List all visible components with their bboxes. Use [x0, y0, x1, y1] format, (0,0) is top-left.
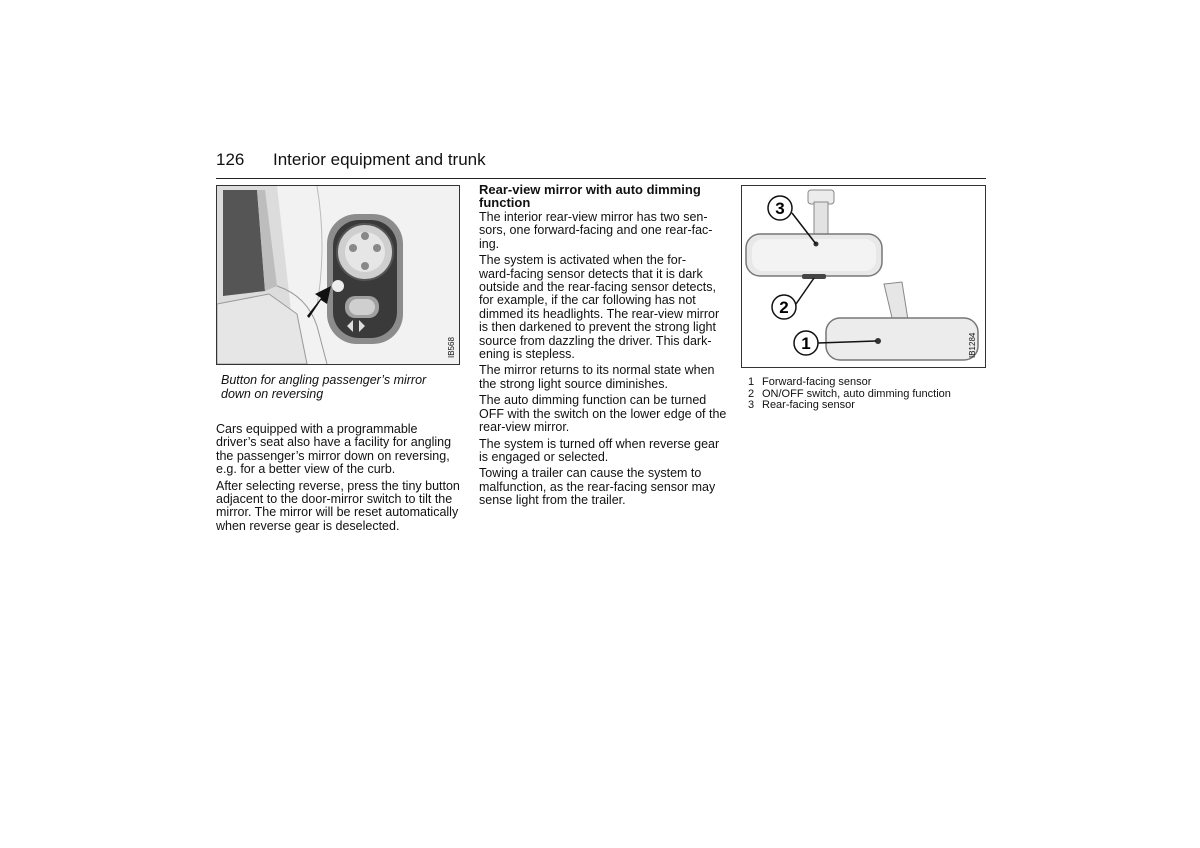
mirror-button-illustration — [217, 186, 459, 364]
left-body-text — [216, 423, 462, 536]
middle-body-text — [479, 211, 727, 511]
figure-code: IB1284 — [968, 332, 977, 358]
figure-mirror-button — [216, 185, 460, 365]
paragraph: The system is turned off when reverse gear is engaged or selected. — [479, 436, 720, 464]
rearview-mirror-illustration — [742, 186, 985, 367]
legend-item: 3 Rear-facing sensor — [748, 399, 855, 411]
paragraph: The system is activated when the for- ward-facing sensor detects that it is dark outside and the rear-facing sensor detects, for example, if the car following has not dimmed its headlights. The rear-view mirror is then darkened to prevent the strong light source from dazzling the driver. This dark- ening is stepless. — [479, 253, 720, 362]
paragraph: After selecting reverse, press the tiny button adjacent to the door-mirror switch to tilt the mirror. The mirror will be reset automatically when reverse gear is deselected. — [216, 478, 460, 533]
page-title: Interior equipment and trunk — [273, 150, 486, 169]
callout-1-label: 1 — [801, 334, 811, 353]
figure-caption: Button for angling passenger’s mirror down on reversing — [221, 373, 427, 401]
figure-code: IB568 — [447, 337, 456, 358]
callout-2-label: 2 — [779, 298, 789, 317]
page-header — [216, 150, 986, 179]
page-number: 126 — [216, 150, 245, 169]
figure-legend — [748, 377, 988, 412]
paragraph: Cars equipped with a programmable driver’s seat also have a facility for angling the passenger’s mirror down on reversing, e.g. for a better view of the curb. — [216, 422, 452, 477]
paragraph: The mirror returns to its normal state when the strong light source diminishes. — [479, 363, 715, 391]
paragraph: The interior rear-view mirror has two sen- sors, one forward-facing and one rear-fac- ing. — [479, 210, 713, 251]
callout-3-label: 3 — [775, 199, 785, 218]
figure-rearview-mirror — [741, 185, 986, 368]
section-heading: Rear-view mirror with auto dimming function — [479, 182, 701, 210]
legend-item: 1 Forward-facing sensor — [748, 376, 872, 388]
paragraph: The auto dimming function can be turned OFF with the switch on the lower edge of the rear-view mirror. — [479, 393, 727, 435]
legend-item: 2 ON/OFF switch, auto dimming function — [748, 387, 951, 400]
paragraph: Towing a trailer can cause the system to malfunction, as the rear-facing sensor may sense light from the trailer. — [479, 466, 716, 508]
